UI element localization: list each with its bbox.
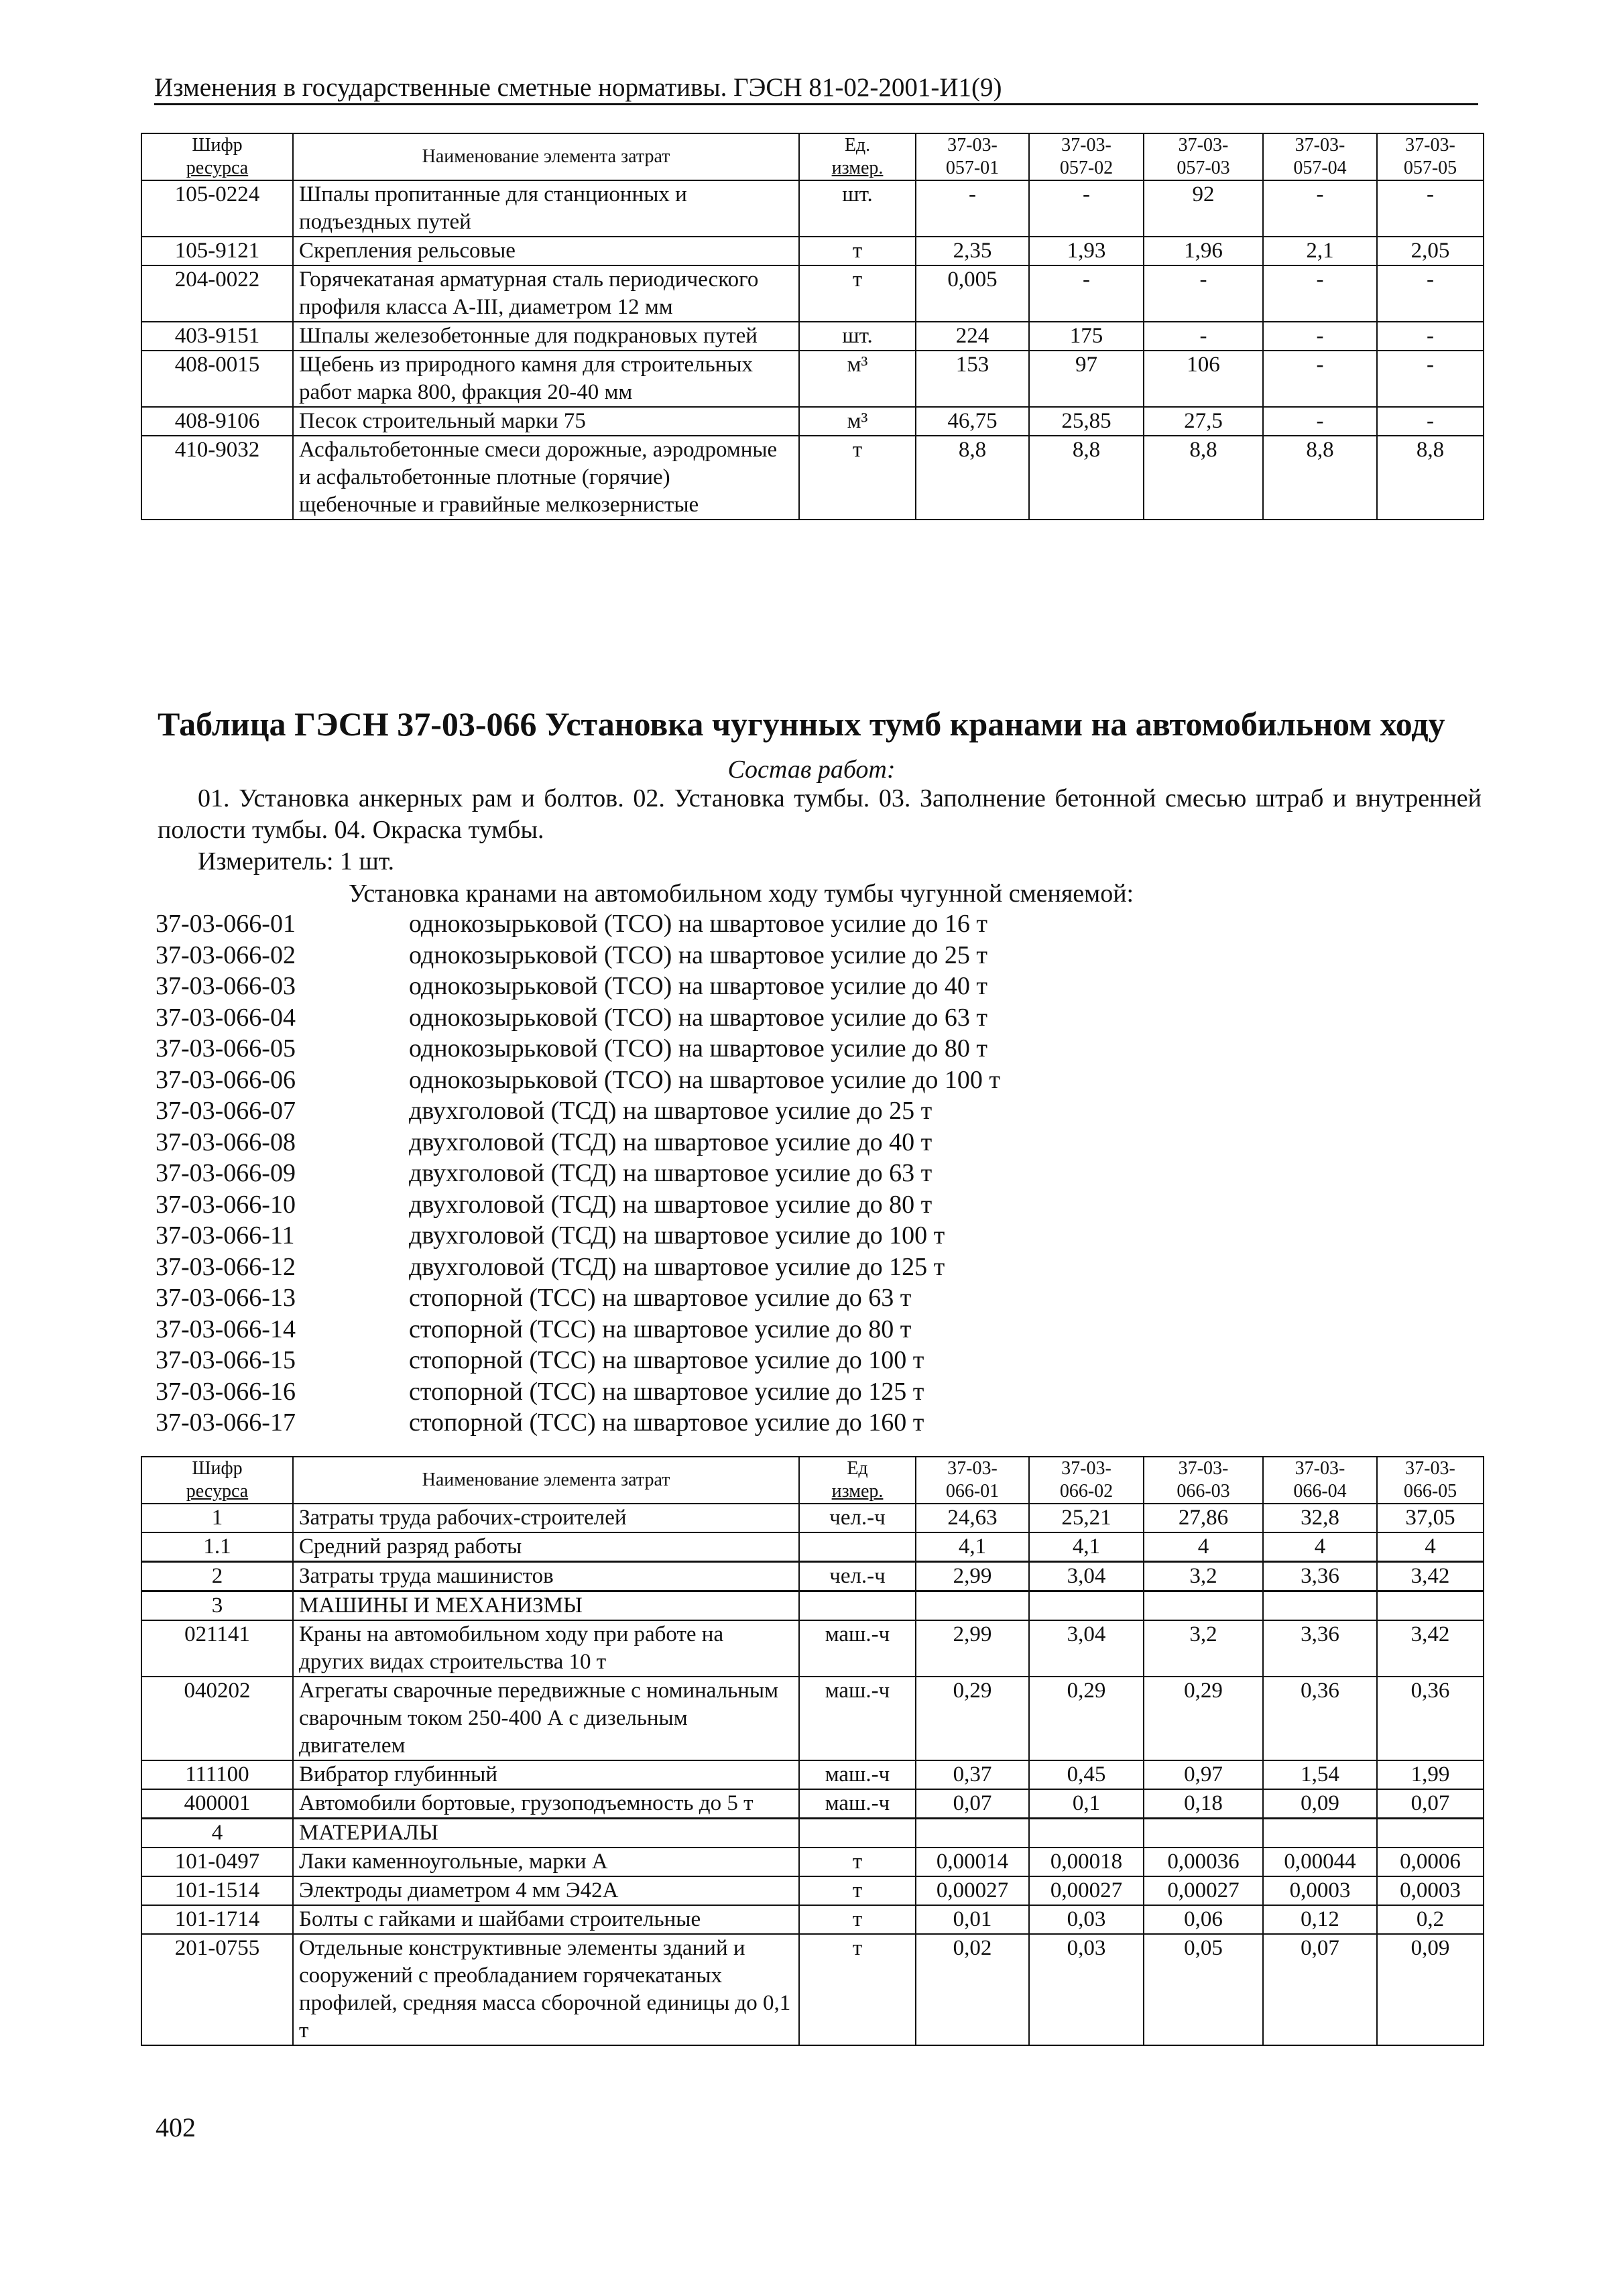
- norm-description: однокозырьковой (ТСО) на швартовое усилие до 80 т: [409, 1034, 988, 1063]
- value-cell: 1,54: [1263, 1760, 1377, 1789]
- norm-code: 37-03-066-02: [156, 941, 296, 969]
- resource-code-cell: 408-0015: [141, 351, 293, 407]
- unit-cell: [799, 1819, 916, 1848]
- value-cell: -: [1263, 265, 1377, 322]
- value-cell: [916, 1591, 1029, 1621]
- norm-description: двухголовой (ТСД) на швартовое усилие до 40 т: [409, 1128, 933, 1156]
- value-cell: [1377, 1819, 1484, 1848]
- table-row: [141, 436, 1484, 520]
- unit-cell: т: [799, 1934, 916, 2045]
- col-code-header: Шифр ресурса: [141, 1457, 293, 1504]
- value-cell: -: [1377, 407, 1484, 436]
- norm-code: 37-03-066-04: [156, 1003, 296, 1032]
- norm-code: 37-03-066-15: [156, 1346, 296, 1374]
- value-cell: 224: [916, 322, 1029, 351]
- value-cell: 0,0006: [1377, 1848, 1484, 1876]
- value-cell: 0,45: [1029, 1760, 1144, 1789]
- value-cell: 0,12: [1263, 1905, 1377, 1934]
- resource-code-cell: 2: [141, 1562, 293, 1591]
- table-row: [141, 351, 1484, 407]
- unit-cell: т: [799, 436, 916, 520]
- work-composition-text: 01. Установка анкерных рам и болтов. 02. Установка тумбы. 03. Заполнение бетонной смесью штраб и внутренней полости тумбы. 04. Окраска тумбы.: [158, 784, 1482, 844]
- value-cell: 3,36: [1263, 1620, 1377, 1677]
- resource-name-cell: Шпалы пропитанные для станционных и подъездных путей: [293, 180, 799, 237]
- resource-code-cell: 105-0224: [141, 180, 293, 237]
- value-cell: [1377, 1591, 1484, 1621]
- value-cell: 1,99: [1377, 1760, 1484, 1789]
- value-cell: -: [916, 180, 1029, 237]
- value-cell: 0,05: [1144, 1934, 1263, 2045]
- value-cell: 3,42: [1377, 1562, 1484, 1591]
- value-cell: 0,37: [916, 1760, 1029, 1789]
- col-code-header: Шифр ресурса: [141, 133, 293, 180]
- value-cell: 0,0003: [1263, 1876, 1377, 1905]
- resource-code-cell: 3: [141, 1591, 293, 1621]
- value-cell: 8,8: [1377, 436, 1484, 520]
- unit-cell: маш.-ч: [799, 1760, 916, 1789]
- value-cell: 4: [1263, 1532, 1377, 1562]
- unit-cell: [799, 1532, 916, 1562]
- value-cell: [1263, 1819, 1377, 1848]
- resource-name-cell: МАТЕРИАЛЫ: [293, 1819, 799, 1848]
- norm-code: 37-03-066-05: [156, 1034, 296, 1063]
- value-cell: 0,97: [1144, 1760, 1263, 1789]
- resource-code-cell: 101-1514: [141, 1876, 293, 1905]
- norm-code: 37-03-066-14: [156, 1315, 296, 1343]
- value-cell: 0,0003: [1377, 1876, 1484, 1905]
- value-cell: [1144, 1819, 1263, 1848]
- table-body: [141, 1504, 1484, 2045]
- unit-cell: м³: [799, 407, 916, 436]
- value-cell: -: [1263, 180, 1377, 237]
- col-norm-header: 37-03- 066-01: [916, 1457, 1029, 1504]
- table-row: [141, 237, 1484, 265]
- unit-cell: шт.: [799, 180, 916, 237]
- norm-description: однокозырьковой (ТСО) на швартовое усилие до 100 т: [409, 1065, 1001, 1094]
- norm-description: стопорной (ТСС) на швартовое усилие до 80 т: [409, 1315, 912, 1343]
- table-header-row: [141, 1457, 1484, 1504]
- resource-name-cell: Затраты труда машинистов: [293, 1562, 799, 1591]
- value-cell: 0,06: [1144, 1905, 1263, 1934]
- value-cell: 153: [916, 351, 1029, 407]
- unit-cell: шт.: [799, 322, 916, 351]
- value-cell: 25,85: [1029, 407, 1144, 436]
- resource-code-cell: 040202: [141, 1677, 293, 1760]
- resource-name-cell: Скрепления рельсовые: [293, 237, 799, 265]
- value-cell: 0,00027: [916, 1876, 1029, 1905]
- col-norm-header: 37-03- 057-01: [916, 133, 1029, 180]
- table-row: [141, 1532, 1484, 1562]
- norm-code: 37-03-066-07: [156, 1097, 296, 1125]
- value-cell: 25,21: [1029, 1504, 1144, 1532]
- resource-name-cell: Асфальтобетонные смеси дорожные, аэродромные и асфальтобетонные плотные (горячие) щебеночные и гравийные мелкозернистые: [293, 436, 799, 520]
- unit-cell: т: [799, 265, 916, 322]
- unit-cell: м³: [799, 351, 916, 407]
- value-cell: 1,96: [1144, 237, 1263, 265]
- norm-description: стопорной (ТСС) на швартовое усилие до 63 т: [409, 1284, 912, 1312]
- col-norm-header: 37-03- 066-03: [1144, 1457, 1263, 1504]
- table-row: [141, 407, 1484, 436]
- col-norm-header: 37-03- 057-05: [1377, 133, 1484, 180]
- resource-name-cell: Вибратор глубинный: [293, 1760, 799, 1789]
- value-cell: [1029, 1591, 1144, 1621]
- work-composition-heading: Состав работ:: [727, 756, 896, 784]
- resource-name-cell: МАШИНЫ И МЕХАНИЗМЫ: [293, 1591, 799, 1621]
- resource-code-cell: 021141: [141, 1620, 293, 1677]
- table-row: [141, 1819, 1484, 1848]
- norm-code: 37-03-066-10: [156, 1190, 296, 1219]
- value-cell: 4: [1144, 1532, 1263, 1562]
- measure-unit: Измеритель: 1 шт.: [198, 847, 394, 875]
- value-cell: 37,05: [1377, 1504, 1484, 1532]
- value-cell: 97: [1029, 351, 1144, 407]
- resource-table-057: [141, 133, 1484, 520]
- table-row: [141, 1789, 1484, 1819]
- value-cell: 4,1: [1029, 1532, 1144, 1562]
- norm-code: 37-03-066-12: [156, 1252, 296, 1281]
- value-cell: [1029, 1819, 1144, 1848]
- value-cell: 0,29: [916, 1677, 1029, 1760]
- value-cell: 106: [1144, 351, 1263, 407]
- resource-code-cell: 111100: [141, 1760, 293, 1789]
- resource-code-cell: 410-9032: [141, 436, 293, 520]
- value-cell: 4,1: [916, 1532, 1029, 1562]
- value-cell: 0,1: [1029, 1789, 1144, 1819]
- value-cell: 0,02: [916, 1934, 1029, 2045]
- value-cell: 27,86: [1144, 1504, 1263, 1532]
- norm-code: 37-03-066-08: [156, 1128, 296, 1156]
- resource-code-cell: 105-9121: [141, 237, 293, 265]
- norm-code: 37-03-066-17: [156, 1408, 296, 1437]
- value-cell: 24,63: [916, 1504, 1029, 1532]
- col-unit-header: Ед измер.: [799, 1457, 916, 1504]
- norm-description: стопорной (ТСС) на швартовое усилие до 100 т: [409, 1346, 924, 1374]
- resource-name-cell: Песок строительный марки 75: [293, 407, 799, 436]
- table-row: [141, 1934, 1484, 2045]
- resource-code-cell: 408-9106: [141, 407, 293, 436]
- norms-intro: Установка кранами на автомобильном ходу тумбы чугунной сменяемой:: [349, 880, 1134, 908]
- value-cell: 0,29: [1144, 1677, 1263, 1760]
- value-cell: -: [1377, 351, 1484, 407]
- value-cell: 3,04: [1029, 1620, 1144, 1677]
- table-row: [141, 1876, 1484, 1905]
- value-cell: 0,005: [916, 265, 1029, 322]
- value-cell: 0,07: [916, 1789, 1029, 1819]
- value-cell: -: [1263, 407, 1377, 436]
- unit-cell: маш.-ч: [799, 1677, 916, 1760]
- value-cell: 0,09: [1263, 1789, 1377, 1819]
- value-cell: -: [1263, 322, 1377, 351]
- table-header-row: [141, 133, 1484, 180]
- value-cell: -: [1377, 322, 1484, 351]
- resource-code-cell: 101-1714: [141, 1905, 293, 1934]
- value-cell: 0,29: [1029, 1677, 1144, 1760]
- norm-code: 37-03-066-09: [156, 1159, 296, 1187]
- value-cell: 0,07: [1377, 1789, 1484, 1819]
- value-cell: 0,09: [1377, 1934, 1484, 2045]
- value-cell: 0,03: [1029, 1905, 1144, 1934]
- value-cell: 3,36: [1263, 1562, 1377, 1591]
- value-cell: 0,36: [1377, 1677, 1484, 1760]
- resource-name-cell: Отдельные конструктивные элементы зданий и сооружений с преобладанием горячекатаных профилей, средняя масса сборочной единицы до 0,1 т: [293, 1934, 799, 2045]
- value-cell: 1,93: [1029, 237, 1144, 265]
- norm-code: 37-03-066-16: [156, 1377, 296, 1406]
- value-cell: 2,1: [1263, 237, 1377, 265]
- table-row: [141, 1760, 1484, 1789]
- table-row: [141, 1591, 1484, 1621]
- col-norm-header: 37-03- 057-02: [1029, 133, 1144, 180]
- col-unit-header: Ед. измер.: [799, 133, 916, 180]
- value-cell: 8,8: [1144, 436, 1263, 520]
- table-row: [141, 1677, 1484, 1760]
- value-cell: 2,99: [916, 1562, 1029, 1591]
- resource-name-cell: Затраты труда рабочих-строителей: [293, 1504, 799, 1532]
- resource-code-cell: 1.1: [141, 1532, 293, 1562]
- resource-code-cell: 1: [141, 1504, 293, 1532]
- unit-cell: т: [799, 1905, 916, 1934]
- value-cell: 0,00036: [1144, 1848, 1263, 1876]
- value-cell: -: [1029, 180, 1144, 237]
- resource-code-cell: 101-0497: [141, 1848, 293, 1876]
- col-name-header: Наименование элемента затрат: [293, 1457, 799, 1504]
- value-cell: 0,03: [1029, 1934, 1144, 2045]
- value-cell: 3,04: [1029, 1562, 1144, 1591]
- value-cell: 32,8: [1263, 1504, 1377, 1532]
- value-cell: 0,00027: [1144, 1876, 1263, 1905]
- value-cell: 0,07: [1263, 1934, 1377, 2045]
- value-cell: 0,2: [1377, 1905, 1484, 1934]
- unit-cell: т: [799, 237, 916, 265]
- value-cell: 3,42: [1377, 1620, 1484, 1677]
- col-norm-header: 37-03- 066-04: [1263, 1457, 1377, 1504]
- norm-description: двухголовой (ТСД) на швартовое усилие до 25 т: [409, 1097, 933, 1125]
- col-name-header: Наименование элемента затрат: [293, 133, 799, 180]
- resource-name-cell: Болты с гайками и шайбами строительные: [293, 1905, 799, 1934]
- value-cell: 46,75: [916, 407, 1029, 436]
- table-row: [141, 1848, 1484, 1876]
- table-row: [141, 1905, 1484, 1934]
- value-cell: 0,00018: [1029, 1848, 1144, 1876]
- table-row: [141, 1504, 1484, 1532]
- norm-code: 37-03-066-13: [156, 1284, 296, 1312]
- resource-name-cell: Шпалы железобетонные для подкрановых путей: [293, 322, 799, 351]
- unit-cell: чел.-ч: [799, 1504, 916, 1532]
- col-norm-header: 37-03- 057-03: [1144, 133, 1263, 180]
- col-norm-header: 37-03- 057-04: [1263, 133, 1377, 180]
- norm-description: двухголовой (ТСД) на швартовое усилие до 125 т: [409, 1252, 945, 1281]
- value-cell: [1144, 1591, 1263, 1621]
- col-norm-header: 37-03- 066-05: [1377, 1457, 1484, 1504]
- norm-description: стопорной (ТСС) на швартовое усилие до 125 т: [409, 1377, 924, 1406]
- table-title: Таблица ГЭСН 37-03-066 Установка чугунных тумб кранами на автомобильном ходу: [158, 705, 1445, 743]
- norm-description: двухголовой (ТСД) на швартовое усилие до 63 т: [409, 1159, 933, 1187]
- value-cell: 3,2: [1144, 1620, 1263, 1677]
- value-cell: 0,18: [1144, 1789, 1263, 1819]
- value-cell: [1263, 1591, 1377, 1621]
- resource-name-cell: Краны на автомобильном ходу при работе на других видах строительства 10 т: [293, 1620, 799, 1677]
- resource-name-cell: Средний разряд работы: [293, 1532, 799, 1562]
- norm-code: 37-03-066-06: [156, 1065, 296, 1094]
- value-cell: 2,05: [1377, 237, 1484, 265]
- norm-description: двухголовой (ТСД) на швартовое усилие до 100 т: [409, 1221, 945, 1250]
- resource-code-cell: 204-0022: [141, 265, 293, 322]
- value-cell: 0,36: [1263, 1677, 1377, 1760]
- value-cell: -: [1377, 265, 1484, 322]
- value-cell: 4: [1377, 1532, 1484, 1562]
- value-cell: 2,35: [916, 237, 1029, 265]
- table-row: [141, 1620, 1484, 1677]
- norm-code: 37-03-066-03: [156, 972, 296, 1000]
- resource-code-cell: 400001: [141, 1789, 293, 1819]
- value-cell: 8,8: [916, 436, 1029, 520]
- table-row: [141, 1562, 1484, 1591]
- resource-name-cell: Агрегаты сварочные передвижные с номинальным сварочным током 250-400 А с дизельным двигателем: [293, 1677, 799, 1760]
- value-cell: 175: [1029, 322, 1144, 351]
- unit-cell: чел.-ч: [799, 1562, 916, 1591]
- norm-description: однокозырьковой (ТСО) на швартовое усилие до 16 т: [409, 910, 988, 938]
- value-cell: -: [1144, 322, 1263, 351]
- value-cell: 0,00014: [916, 1848, 1029, 1876]
- table-body: [141, 180, 1484, 520]
- value-cell: 92: [1144, 180, 1263, 237]
- page-number: 402: [156, 2112, 196, 2142]
- value-cell: -: [1377, 180, 1484, 237]
- value-cell: 3,2: [1144, 1562, 1263, 1591]
- value-cell: 2,99: [916, 1620, 1029, 1677]
- value-cell: 8,8: [1263, 436, 1377, 520]
- value-cell: -: [1144, 265, 1263, 322]
- resource-code-cell: 201-0755: [141, 1934, 293, 2045]
- resource-code-cell: 403-9151: [141, 322, 293, 351]
- value-cell: 0,00027: [1029, 1876, 1144, 1905]
- unit-cell: [799, 1591, 916, 1621]
- norm-description: стопорной (ТСС) на швартовое усилие до 160 т: [409, 1408, 924, 1437]
- col-norm-header: 37-03- 066-02: [1029, 1457, 1144, 1504]
- table-row: [141, 180, 1484, 237]
- unit-cell: маш.-ч: [799, 1789, 916, 1819]
- resource-name-cell: Горячекатаная арматурная сталь периодического профиля класса А-III, диаметром 12 мм: [293, 265, 799, 322]
- norm-code: 37-03-066-01: [156, 910, 296, 938]
- value-cell: [916, 1819, 1029, 1848]
- norm-description: однокозырьковой (ТСО) на швартовое усилие до 63 т: [409, 1003, 988, 1032]
- value-cell: -: [1263, 351, 1377, 407]
- unit-cell: т: [799, 1848, 916, 1876]
- norm-description: однокозырьковой (ТСО) на швартовое усилие до 40 т: [409, 972, 988, 1000]
- norm-description: двухголовой (ТСД) на швартовое усилие до 80 т: [409, 1190, 933, 1219]
- value-cell: 8,8: [1029, 436, 1144, 520]
- resource-code-cell: 4: [141, 1819, 293, 1848]
- unit-cell: т: [799, 1876, 916, 1905]
- value-cell: 27,5: [1144, 407, 1263, 436]
- value-cell: 0,00044: [1263, 1848, 1377, 1876]
- running-header: Изменения в государственные сметные нормативы. ГЭСН 81-02-2001-И1(9): [154, 72, 1478, 105]
- norm-code: 37-03-066-11: [156, 1221, 295, 1250]
- value-cell: -: [1029, 265, 1144, 322]
- table-row: [141, 322, 1484, 351]
- resource-name-cell: Автомобили бортовые, грузоподъемность до 5 т: [293, 1789, 799, 1819]
- value-cell: 0,01: [916, 1905, 1029, 1934]
- resource-table-066: [141, 1456, 1484, 2046]
- resource-name-cell: Лаки каменноугольные, марки А: [293, 1848, 799, 1876]
- unit-cell: маш.-ч: [799, 1620, 916, 1677]
- resource-name-cell: Щебень из природного камня для строительных работ марка 800, фракция 20-40 мм: [293, 351, 799, 407]
- norm-description: однокозырьковой (ТСО) на швартовое усилие до 25 т: [409, 941, 988, 969]
- table-row: [141, 265, 1484, 322]
- resource-name-cell: Электроды диаметром 4 мм Э42А: [293, 1876, 799, 1905]
